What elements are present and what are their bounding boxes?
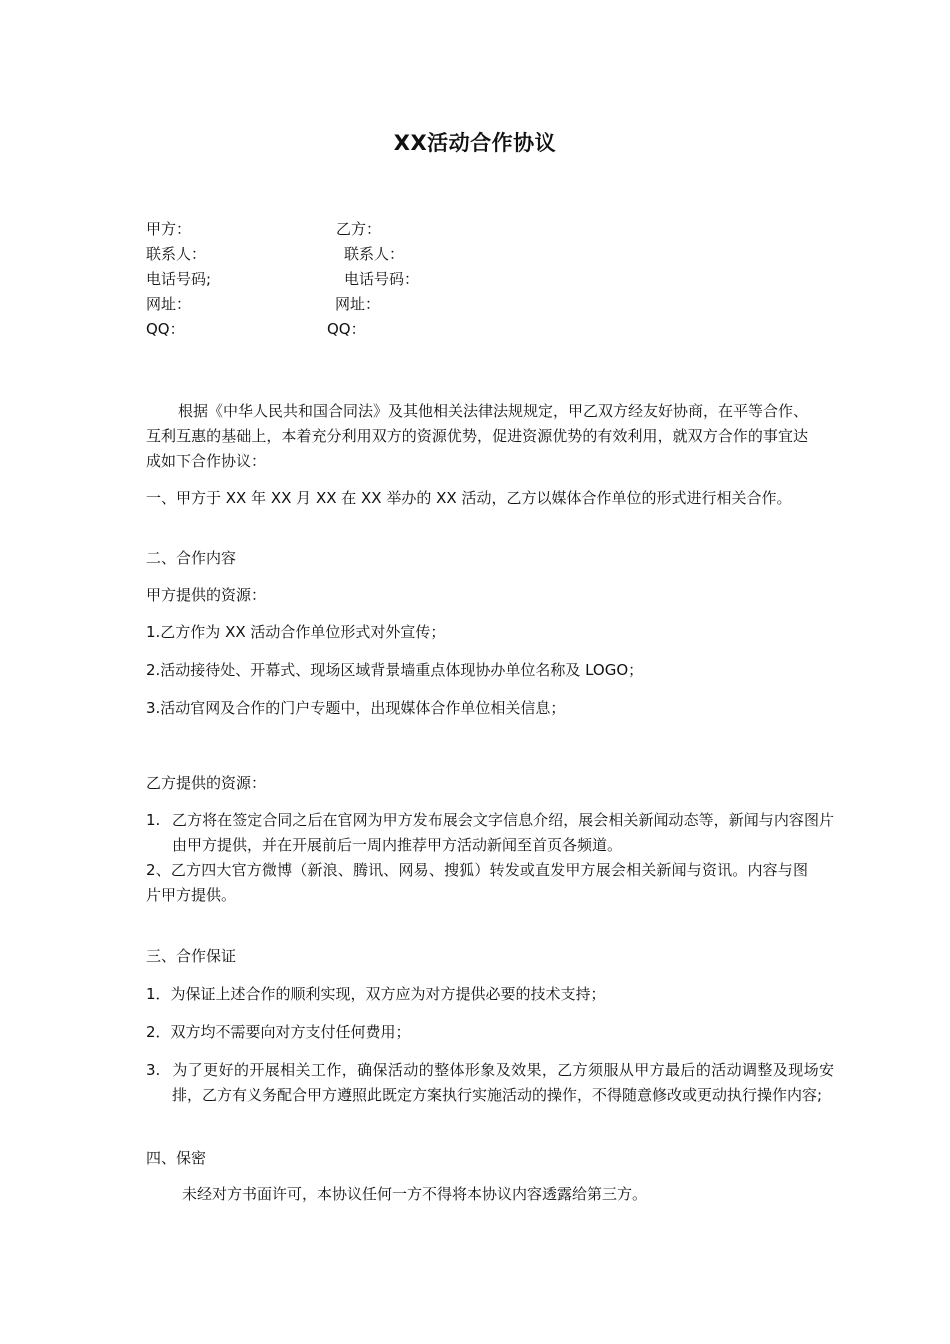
party-a-item-1: 1.乙方作为 XX 活动合作单位形式对外宣传； <box>146 623 446 641</box>
section-4-paragraph: 未经对方书面许可，本协议任何一方不得将本协议内容透露给第三方。 <box>182 1185 648 1203</box>
party-b-contact-label: 联系人： <box>344 245 405 263</box>
section-4-heading: 四、保密 <box>146 1149 207 1167</box>
section-1-paragraph: 一、甲方于 XX 年 XX 月 XX 在 XX 举办的 XX 活动，乙方以媒体合作单位的形式进行相关合作。 <box>146 489 792 507</box>
party-row-contact <box>146 243 846 265</box>
document-title: XX活动合作协议 <box>393 131 557 155</box>
section-3-item-1: 1．为保证上述合作的顺利实现，双方应为对方提供必要的技术支持； <box>146 985 606 1003</box>
party-a-item-3: 3.活动官网及合作的门户专题中，出现媒体合作单位相关信息； <box>146 699 566 717</box>
section-3-item-3-text: 为了更好的开展相关工作，确保活动的整体形象及效果，乙方须服从甲方最后的活动调整及现场安排，乙方有义务配合甲方遵照此既定方案执行实施活动的操作，不得随意修改或更动执行操作内容; <box>172 1061 834 1104</box>
section-3-item-3-number: 3. <box>146 1061 161 1079</box>
party-a-contact-label: 联系人： <box>146 245 207 263</box>
section-3-item-3 <box>146 1058 834 1108</box>
party-row-a <box>146 218 846 240</box>
party-b-item-1-text: 乙方将在签定合同之后在官网为甲方发布展会文字信息介绍，展会相关新闻动态等，新闻与内容图片由甲方提供，并在开展前后一周内推荐甲方活动新闻至首页各频道。 <box>172 811 834 854</box>
party-a-website-label: 网址： <box>146 295 192 313</box>
party-b-label: 乙方： <box>336 220 382 238</box>
party-row-qq <box>146 318 846 340</box>
party-row-website <box>146 293 846 315</box>
party-b-website-label: 网址： <box>335 295 381 313</box>
party-row-phone <box>146 268 846 290</box>
party-a-qq-label: QQ： <box>146 320 185 338</box>
party-b-phone-label: 电话号码： <box>344 270 420 288</box>
party-b-item-1 <box>146 808 834 858</box>
intro-paragraph: 根据《中华人民共和国合同法》及其他相关法律法规规定，甲乙双方经友好协商，在平等合作、互利互惠的基础上，本着充分利用双方的资源优势，促进资源优势的有效利用，就双方合作的事宜达成如下合作协议： <box>146 402 809 470</box>
party-b-qq-label: QQ： <box>327 320 366 338</box>
section-3-heading: 三、合作保证 <box>146 947 237 965</box>
party-a-phone-label: 电话号码; <box>146 270 212 288</box>
party-b-item-1-number: 1. <box>146 811 161 829</box>
party-a-item-2: 2.活动接待处、开幕式、现场区域背景墙重点体现协办单位名称及 LOGO； <box>146 661 644 679</box>
party-b-item-2: 2、乙方四大官方微博（新浪、腾讯、网易、搜狐）转发或直发甲方展会相关新闻与资讯。内容与图片甲方提供。 <box>146 861 808 904</box>
party-a-label: 甲方： <box>146 220 192 238</box>
party-b-resources-heading: 乙方提供的资源： <box>146 774 267 792</box>
section-2-heading: 二、合作内容 <box>146 549 237 567</box>
party-a-resources-heading: 甲方提供的资源： <box>146 586 267 604</box>
section-3-item-2: 2．双方均不需要向对方支付任何费用； <box>146 1023 411 1041</box>
